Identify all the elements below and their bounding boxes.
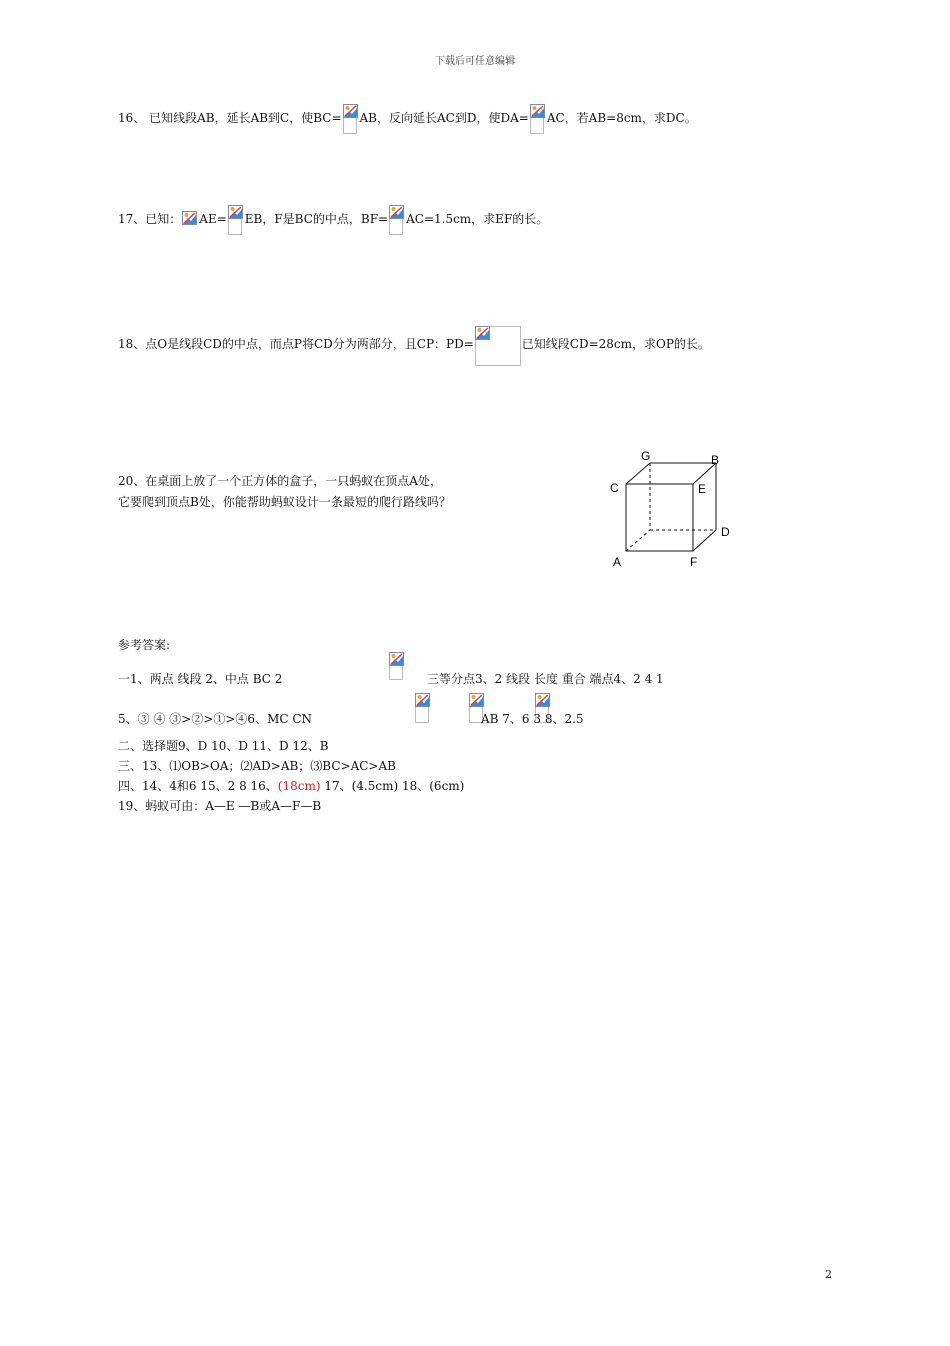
answers-line-4: 三、13、⑴OB>OA；⑵AD>AB；⑶BC>AC>AB: [118, 759, 396, 773]
question-20-line-2: 它要爬到顶点B处，你能帮助蚂蚁设计一条最短的爬行路线吗？: [118, 495, 451, 509]
broken-image-icon: [475, 326, 521, 366]
answers-line-6: 19、蚂蚁可由：A—E —B或A—F—B: [118, 799, 322, 813]
cube-label-g: G: [641, 449, 651, 463]
cube-label-d: D: [721, 525, 730, 539]
answers-line-5b: 17、(4.5cm) 18、(6cm): [320, 779, 465, 793]
answers-line-1: [118, 670, 282, 687]
broken-image-icon: [530, 104, 546, 134]
q16-text-1: 16、 已知线段AB，延长AB到C，使BC=: [118, 111, 342, 125]
answers-line-5a: 四、14、4和6 15、2 8 16、: [118, 779, 278, 793]
answers-line-2b: AB 7、6 3 8、2.5: [481, 712, 584, 726]
page-header: 下载后可任意编辑: [435, 56, 515, 67]
cube-label-c: C: [610, 481, 619, 495]
answers-line-1b: 三等分点3、2 线段 长度 重合 端点4、2 4 1: [427, 672, 664, 686]
broken-image-icon: [389, 652, 405, 682]
cube-label-f: F: [690, 555, 698, 569]
answers-title: 参考答案:: [118, 638, 171, 652]
cube-hidden-edge: [626, 530, 650, 551]
cube-edge: [626, 463, 650, 484]
broken-image-icon: [182, 205, 198, 225]
q18-text-1: 18、点O是线段CD的中点，而点P将CD分为两部分，且CP：PD=: [118, 337, 474, 351]
answers-line-1a: 一1、两点 线段 2、中点 BC 2: [118, 672, 283, 686]
question-17: [118, 205, 548, 235]
page-number: 2: [825, 1268, 832, 1281]
answers-red-answer: (18cm): [277, 779, 321, 793]
q17-text-3: EB，F是BC的中点，BF=: [244, 212, 389, 226]
question-16: [118, 104, 697, 134]
broken-image-icon: [228, 205, 244, 235]
answers-line-3: 二、选择题9、D 10、D 11、D 12、B: [118, 739, 329, 753]
broken-image-icon: [389, 205, 405, 235]
q17-text-2: AE=: [199, 212, 227, 226]
cube-label-e: E: [698, 482, 707, 496]
q16-text-2: AB，反向延长AC到D，使DA=: [359, 111, 529, 125]
q17-text-1: 17、已知：: [118, 212, 182, 226]
broken-image-icon: [343, 104, 359, 134]
cube-label-a: A: [613, 555, 622, 569]
cube-figure: [600, 440, 750, 575]
broken-image-icon: [415, 693, 431, 723]
q18-text-2: 已知线段CD=28cm，求OP的长。: [521, 337, 710, 351]
q17-text-4: AC=1.5cm，求EF的长。: [406, 212, 549, 226]
question-20-line-1: 20、在桌面上放了一个正方体的盒子，一只蚂蚁在顶点A处，: [118, 474, 442, 488]
cube-label-b: B: [711, 453, 720, 467]
question-18: [118, 326, 710, 366]
cube-edge: [693, 530, 716, 551]
q16-text-3: AC，若AB=8cm，求DC。: [546, 111, 697, 125]
answers-line-5: [118, 777, 464, 794]
answers-line-2a: 5、③ ④ ③>②>①>④6、MC CN: [118, 712, 313, 726]
cube-front-face: [626, 484, 693, 551]
